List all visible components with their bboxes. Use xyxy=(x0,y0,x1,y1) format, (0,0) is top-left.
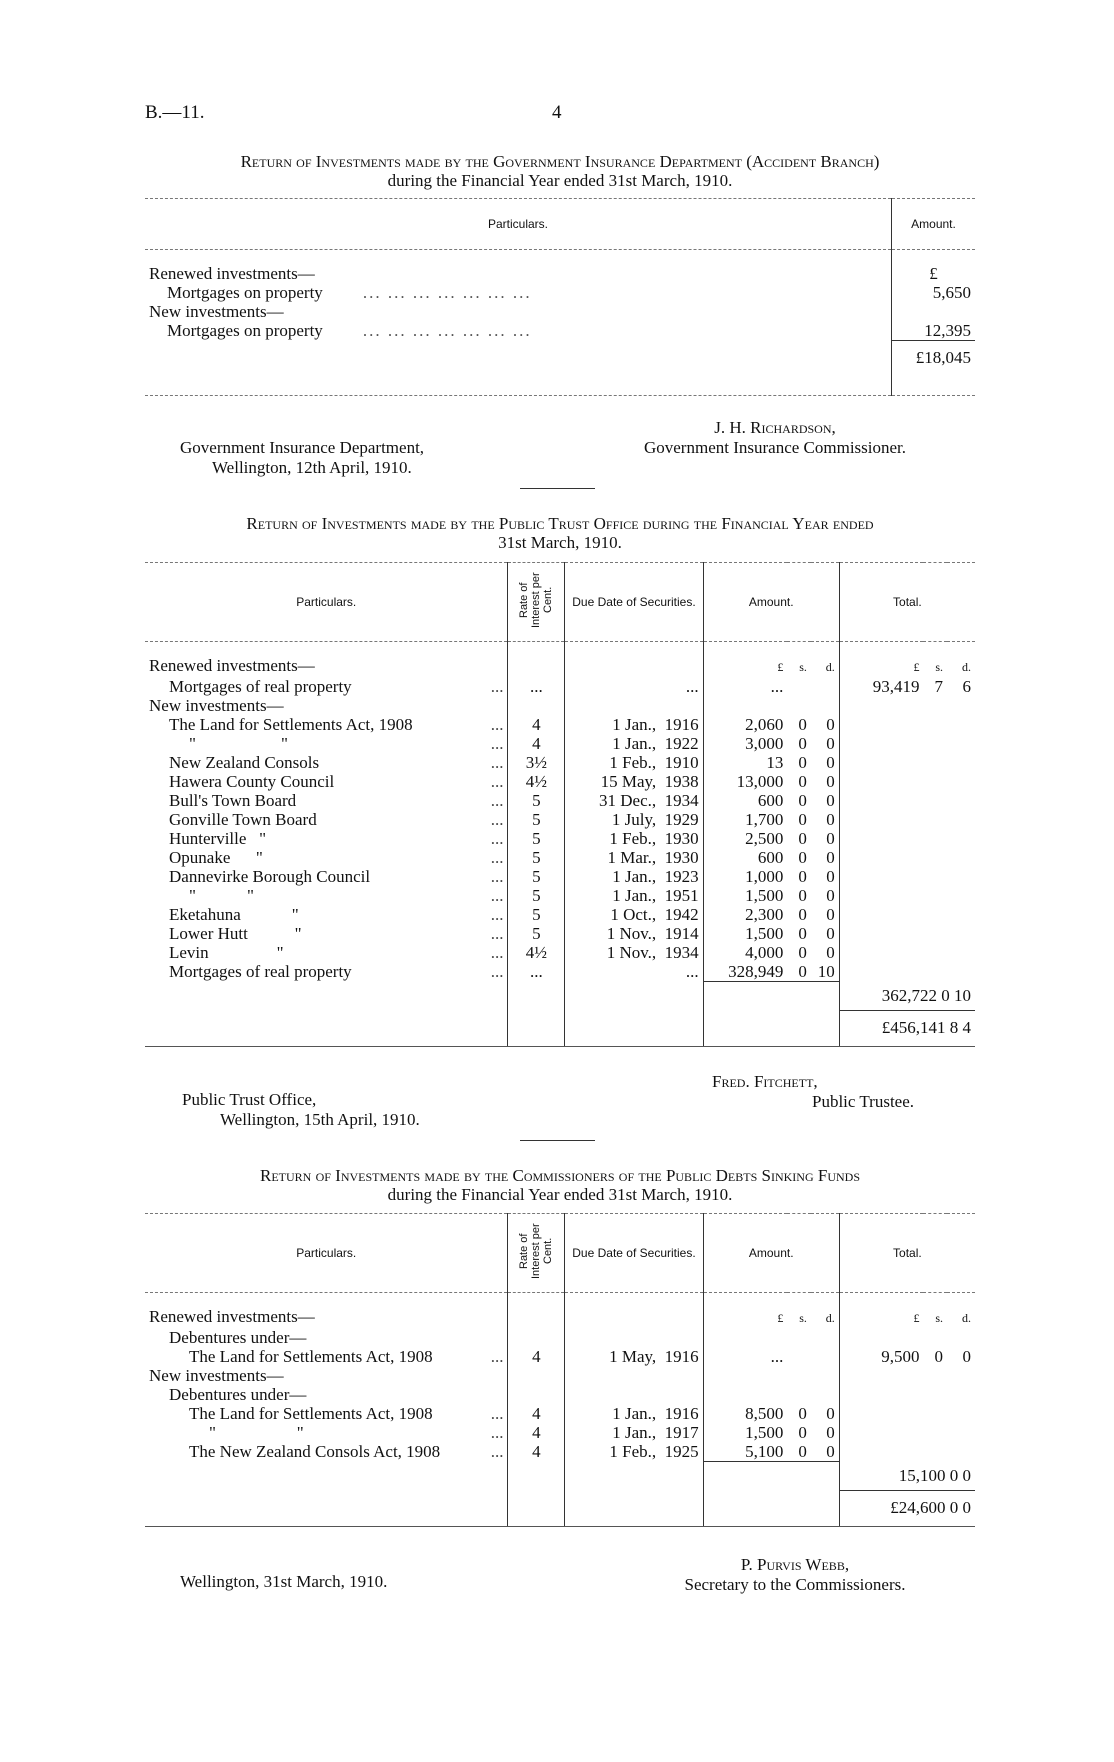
t2-row-rate: 5 xyxy=(532,867,541,886)
t3-col-amount: Amount. xyxy=(703,1214,839,1293)
shillings-unit: s. xyxy=(935,660,944,674)
pound-unit: £ xyxy=(777,1311,784,1325)
t1-row-label: New investments— xyxy=(149,302,284,321)
t2-row-shillings: 0 xyxy=(798,791,807,810)
t2-row: Levin " ... 4½ 1 Nov., 1934 4,000 0 0 xyxy=(145,943,975,962)
t2-row-amount: 2,500 xyxy=(745,829,784,848)
t2-row-rate: 5 xyxy=(532,886,541,905)
t3-row-pence: 0 xyxy=(826,1442,835,1461)
t2-row-pence: 0 xyxy=(826,715,835,734)
t2-row-label: Opunake " xyxy=(169,848,263,867)
t2-row-label: New Zealand Consols xyxy=(169,753,320,772)
t2-row-pence: 0 xyxy=(826,848,835,867)
t2-row-pence: 0 xyxy=(826,791,835,810)
t3-row-due-date: 1 May, 1916 xyxy=(609,1347,699,1366)
t1-title xyxy=(145,152,975,190)
t2-row-rate: 5 xyxy=(532,848,541,867)
t3-col-due: Due Date of Securities. xyxy=(565,1214,703,1293)
t2-row-rate: 4½ xyxy=(525,943,548,962)
t3-subtotal: 15,100 xyxy=(898,1465,946,1485)
t2-row-due-date: 1 Jan., 1951 xyxy=(612,886,699,905)
t2-row-label: " " xyxy=(189,734,288,753)
t1-row-label: Mortgages on property xyxy=(167,321,323,340)
t1-col-particulars: Particulars. xyxy=(145,199,892,250)
t2-row: Bull's Town Board ... 5 31 Dec., 1934 600 0 0 xyxy=(145,791,975,810)
t3-sig-right-line1: P. Purvis Webb, xyxy=(740,1555,850,1574)
t2-row-rate: ... xyxy=(530,962,543,981)
t3-row-rate: 4 xyxy=(532,1347,541,1366)
t3-row-due-date: 1 Jan., 1917 xyxy=(612,1423,699,1442)
t2-row-due-date: ... xyxy=(685,962,699,981)
t3-row: The Land for Settlements Act, 1908 ... 4 1 May, 1916 ... 9,500 0 0 xyxy=(189,1347,971,1366)
t2-row-label: Hawera County Council xyxy=(169,772,335,791)
t3-row-label: " " xyxy=(209,1423,304,1442)
t3-row-amount: 8,500 xyxy=(745,1404,784,1423)
t2-row-pence: 0 xyxy=(826,924,835,943)
t2-subtotal-shillings: 0 xyxy=(941,985,950,1005)
t2-row: " " ... 5 1 Jan., 1951 1,500 0 0 xyxy=(145,886,975,905)
t1-row-label: Mortgages on property xyxy=(167,283,323,302)
t3-row-amount: ... xyxy=(770,1347,784,1366)
t2-row-label: Bull's Town Board xyxy=(169,791,297,810)
t3-signature-right xyxy=(650,1555,940,1595)
t2-row-shillings: 0 xyxy=(798,924,807,943)
t2-row-label: " " xyxy=(189,886,254,905)
t3-subtotal-shillings: 0 xyxy=(949,1465,959,1485)
t1-signature-left xyxy=(180,438,424,478)
t1-sig-left-line2: Wellington, 12th April, 1910. xyxy=(212,458,412,477)
t2-subtotal-pence: 10 xyxy=(954,985,971,1005)
t3-row: " " ... 4 1 Jan., 1917 1,500 0 0 xyxy=(145,1423,975,1442)
t2-col-amount: Amount. xyxy=(703,563,839,642)
t3-title xyxy=(145,1166,975,1204)
t3-signature-left xyxy=(180,1572,387,1592)
t3-row-due-date: 1 Feb., 1925 xyxy=(609,1442,699,1461)
t3-row-amount: 1,500 xyxy=(745,1423,784,1442)
t1-signature-right xyxy=(610,418,940,458)
t2-row-amount: 2,300 xyxy=(745,905,784,924)
t2-row-shillings: 0 xyxy=(798,772,807,791)
t3-row-label: The Land for Settlements Act, 1908 xyxy=(189,1404,433,1423)
separator xyxy=(520,1140,595,1141)
t2-row-due-date: 1 Feb., 1910 xyxy=(609,753,699,772)
t3-grand-total-shillings: 0 xyxy=(949,1497,959,1517)
pence-unit: d. xyxy=(825,1311,835,1325)
pence-unit: d. xyxy=(962,660,971,674)
t2-row-amount: ... xyxy=(770,677,784,696)
pound-unit: £ xyxy=(913,1311,920,1325)
t2-row-due-date: ... xyxy=(685,677,699,696)
t2-row-shillings: 0 xyxy=(798,753,807,772)
t2-sig-left-line2: Wellington, 15th April, 1910. xyxy=(220,1110,420,1129)
t3-title-line1: Return of Investments made by the Commissioners of the Public Debts Sinking Funds xyxy=(260,1166,860,1185)
t2-row-rate: 5 xyxy=(532,924,541,943)
t2-row-due-date: 1 Mar., 1930 xyxy=(607,848,699,867)
t2-row-amount: 13,000 xyxy=(736,772,784,791)
document-ref: B.—11. xyxy=(145,102,205,123)
t1-sig-right-line2: Government Insurance Commissioner. xyxy=(643,438,907,457)
t2-title xyxy=(145,514,975,552)
t2-col-particulars: Particulars. xyxy=(145,563,508,642)
t2-row-label: Levin " xyxy=(169,943,284,962)
t3-row: The New Zealand Consols Act, 1908 ... 4 1 Feb., 1925 5,100 0 0 xyxy=(145,1442,975,1462)
t3-row-rate: 4 xyxy=(532,1404,541,1423)
t2-row-due-date: 1 Jan., 1923 xyxy=(612,867,699,886)
t3-row-label: The Land for Settlements Act, 1908 xyxy=(189,1347,433,1366)
t1-row xyxy=(145,264,975,283)
t2-row-amount: 328,949 xyxy=(728,962,784,981)
t3-row-shillings: 0 xyxy=(798,1404,807,1423)
t2-row-due-date: 1 Oct., 1942 xyxy=(610,905,699,924)
t2-row-amount: 1,500 xyxy=(745,924,784,943)
t2-col-due: Due Date of Securities. xyxy=(565,563,703,642)
t2-row: Gonville Town Board ... 5 1 July, 1929 1,700 0 0 xyxy=(145,810,975,829)
t2-row-pence: 0 xyxy=(826,867,835,886)
t2-row-label: Hunterville " xyxy=(169,829,267,848)
t1-total: £18,045 xyxy=(892,341,976,376)
t2-grand-total: £456,141 xyxy=(881,1017,946,1037)
t1-table xyxy=(145,198,975,396)
shillings-unit: s. xyxy=(935,1311,944,1325)
t2-row-label: Mortgages of real property xyxy=(169,677,352,696)
t3-row-shillings: 0 xyxy=(798,1423,807,1442)
t2-row-label: Mortgages of real property xyxy=(169,962,352,981)
t1-row: Mortgages on property ... ... ... ... ... ... ... 5,650 xyxy=(145,283,975,302)
t3-row xyxy=(145,1385,975,1404)
t3-col-particulars: Particulars. xyxy=(145,1214,508,1293)
t2-row xyxy=(145,696,975,715)
t2-row-pence: 0 xyxy=(826,829,835,848)
t3-row-due-date: 1 Jan., 1916 xyxy=(612,1404,699,1423)
t2-row-label: Renewed investments— xyxy=(149,656,315,675)
t3-row-label: The New Zealand Consols Act, 1908 xyxy=(189,1442,441,1461)
t2-row-amount: 1,000 xyxy=(745,867,784,886)
t2-row-due-date: 1 Feb., 1930 xyxy=(609,829,699,848)
t2-row-rate: 5 xyxy=(532,829,541,848)
t2-row: Lower Hutt " ... 5 1 Nov., 1914 1,500 0 0 xyxy=(145,924,975,943)
t2-row-rate: 5 xyxy=(532,791,541,810)
t3-row: The Land for Settlements Act, 1908 ... 4 1 Jan., 1916 8,500 0 0 xyxy=(145,1404,975,1423)
t2-sig-left-line1: Public Trust Office, xyxy=(182,1090,317,1109)
t2-row-shillings: 0 xyxy=(798,734,807,753)
t2-row-pence: 0 xyxy=(826,943,835,962)
pence-unit: d. xyxy=(825,660,835,674)
t2-row-rate: 5 xyxy=(532,810,541,829)
t3-sig-right-line2: Secretary to the Commissioners. xyxy=(684,1575,906,1594)
t2-row-label: New investments— xyxy=(149,696,284,715)
t2-row xyxy=(145,656,975,677)
t1-row-amount: 5,650 xyxy=(932,283,971,302)
t3-row xyxy=(145,1328,975,1347)
t2-row-due-date: 1 July, 1929 xyxy=(611,810,699,829)
t3-row-total-shillings: 0 xyxy=(934,1347,944,1366)
t2-row-shillings: 0 xyxy=(798,886,807,905)
t3-row-label: Renewed investments— xyxy=(149,1307,315,1326)
t2-row-amount: 600 xyxy=(757,848,784,867)
t3-row-label: New investments— xyxy=(149,1366,284,1385)
t2-table xyxy=(145,562,975,1047)
t2-row-rate: 4½ xyxy=(525,772,548,791)
t2-row-due-date: 1 Nov., 1914 xyxy=(606,924,699,943)
t2-row: Eketahuna " ... 5 1 Oct., 1942 2,300 0 0 xyxy=(145,905,975,924)
t3-row-rate: 4 xyxy=(532,1442,541,1461)
t3-row-total: 9,500 xyxy=(881,1347,920,1366)
t2-row-total-pence: 6 xyxy=(962,677,971,696)
t2-sig-right-line2: Public Trustee. xyxy=(812,1092,915,1111)
shillings-unit: s. xyxy=(799,1311,807,1325)
t2-row-rate: ... xyxy=(530,677,543,696)
page-number: 4 xyxy=(552,102,562,123)
t2-row-amount: 1,500 xyxy=(745,886,784,905)
t2-row-due-date: 1 Jan., 1916 xyxy=(612,715,699,734)
t2-row-pence: 0 xyxy=(826,734,835,753)
t2-row-pence: 10 xyxy=(817,962,835,981)
t2-col-total: Total. xyxy=(839,563,975,642)
t2-row-label: Dannevirke Borough Council xyxy=(169,867,371,886)
t2-row-pence: 0 xyxy=(826,905,835,924)
t2-row-pence: 0 xyxy=(826,886,835,905)
t3-grand-total-pence: 0 xyxy=(962,1497,971,1517)
t1-row: Mortgages on property ... ... ... ... ... ... ... 12,395 xyxy=(145,321,975,341)
t2-row-label: Gonville Town Board xyxy=(169,810,317,829)
t3-row xyxy=(145,1307,975,1328)
t2-row-shillings: 0 xyxy=(798,810,807,829)
t3-row-label: Debentures under— xyxy=(169,1328,307,1347)
t3-row-label: Debentures under— xyxy=(169,1385,307,1404)
t2-row-amount: 600 xyxy=(757,791,784,810)
t1-sig-right-line1: J. H. Richardson, xyxy=(714,418,836,437)
t1-sig-left-line1: Government Insurance Department, xyxy=(180,438,425,457)
t2-subtotal: 362,722 xyxy=(881,985,937,1005)
t2-row: Opunake " ... 5 1 Mar., 1930 600 0 0 xyxy=(145,848,975,867)
t2-row-pence: 0 xyxy=(826,810,835,829)
t3-row-amount: 5,100 xyxy=(745,1442,784,1461)
t2-row-rate: 4 xyxy=(532,715,541,734)
t2-row: Hunterville " ... 5 1 Feb., 1930 2,500 0 0 xyxy=(145,829,975,848)
t2-row: The Land for Settlements Act, 1908 ... 4 1 Jan., 1916 2,060 0 0 xyxy=(145,715,975,734)
shillings-unit: s. xyxy=(799,660,807,674)
t2-row-label: The Land for Settlements Act, 1908 xyxy=(169,715,413,734)
t2-title-line1: Return of Investments made by the Public Trust Office during the Financial Year ended xyxy=(246,514,874,533)
t2-grand-total-pence: 4 xyxy=(962,1017,971,1037)
t2-row: Mortgages of real property ... ... ... 328,949 0 10 xyxy=(145,962,975,982)
t2-row: Mortgages of real property ... ... ... ... 93,419 7 6 xyxy=(169,677,971,696)
t1-title-line1: Return of Investments made by the Government Insurance Department (Accident Branch) xyxy=(240,152,880,171)
t1-row xyxy=(145,302,975,321)
t3-row-rate: 4 xyxy=(532,1423,541,1442)
t2-row-shillings: 0 xyxy=(798,715,807,734)
t2-row-total: 93,419 xyxy=(872,677,920,696)
t3-col-total: Total. xyxy=(839,1214,975,1293)
t1-row-amount: 12,395 xyxy=(924,321,971,340)
t3-col-rate: Rate of Interest per Cent. xyxy=(518,1223,555,1279)
t2-row-total-shillings: 7 xyxy=(934,677,944,696)
separator xyxy=(520,488,595,489)
pound-unit: £ xyxy=(777,660,784,674)
t2-row-shillings: 0 xyxy=(798,962,807,981)
t2-row-shillings: 0 xyxy=(798,943,807,962)
t2-row: New Zealand Consols ... 3½ 1 Feb., 1910 13 0 0 xyxy=(145,753,975,772)
t2-sig-right-line1: Fred. Fitchett, xyxy=(712,1072,818,1091)
t2-row-rate: 5 xyxy=(532,905,541,924)
t3-title-line2: during the Financial Year ended 31st March, 1910. xyxy=(387,1185,733,1204)
t2-row-amount: 3,000 xyxy=(745,734,784,753)
t2-row-rate: 3½ xyxy=(525,753,548,772)
t2-row-pence: 0 xyxy=(826,753,835,772)
t2-row: Hawera County Council ... 4½ 15 May, 1938 13,000 0 0 xyxy=(145,772,975,791)
t2-row-amount: 1,700 xyxy=(745,810,784,829)
t2-row-rate: 4 xyxy=(532,734,541,753)
t2-row-shillings: 0 xyxy=(798,867,807,886)
t3-subtotal-pence: 0 xyxy=(962,1465,971,1485)
t2-row: Dannevirke Borough Council ... 5 1 Jan., 1923 1,000 0 0 xyxy=(145,867,975,886)
pound-sign: £ xyxy=(929,264,938,283)
t3-row-pence: 0 xyxy=(826,1404,835,1423)
t3-sig-left-line1: Wellington, 31st March, 1910. xyxy=(180,1572,388,1591)
t2-row-due-date: 15 May, 1938 xyxy=(600,772,699,791)
pence-unit: d. xyxy=(962,1311,971,1325)
t2-grand-total-shillings: 8 xyxy=(949,1017,959,1037)
t2-title-line2: 31st March, 1910. xyxy=(498,533,622,552)
t2-row-label: Lower Hutt " xyxy=(169,924,302,943)
t2-col-rate: Rate of Interest per Cent. xyxy=(518,572,555,628)
t2-row-label: Eketahuna " xyxy=(169,905,299,924)
t1-row-label: Renewed investments— xyxy=(149,264,315,283)
t3-row-total-pence: 0 xyxy=(962,1347,971,1366)
t2-row-due-date: 1 Nov., 1934 xyxy=(606,943,699,962)
t2-row-due-date: 31 Dec., 1934 xyxy=(599,791,699,810)
t3-row xyxy=(145,1366,975,1385)
t2-row-amount: 13 xyxy=(766,753,784,772)
pound-unit: £ xyxy=(913,660,920,674)
t3-row-pence: 0 xyxy=(826,1423,835,1442)
t1-col-amount: Amount. xyxy=(892,199,976,250)
t2-row-due-date: 1 Jan., 1922 xyxy=(612,734,699,753)
t2-row-shillings: 0 xyxy=(798,848,807,867)
t2-signature-left xyxy=(182,1090,420,1130)
t2-row-amount: 2,060 xyxy=(745,715,784,734)
t3-row-shillings: 0 xyxy=(798,1442,807,1461)
t3-grand-total: £24,600 xyxy=(890,1497,946,1517)
t2-row-amount: 4,000 xyxy=(745,943,784,962)
t3-table xyxy=(145,1213,975,1527)
t2-row-shillings: 0 xyxy=(798,905,807,924)
t2-row-pence: 0 xyxy=(826,772,835,791)
t2-signature-right xyxy=(712,1072,914,1112)
t2-row-shillings: 0 xyxy=(798,829,807,848)
t2-row: " " ... 4 1 Jan., 1922 3,000 0 0 xyxy=(145,734,975,753)
t1-title-line2: during the Financial Year ended 31st March, 1910. xyxy=(387,171,733,190)
